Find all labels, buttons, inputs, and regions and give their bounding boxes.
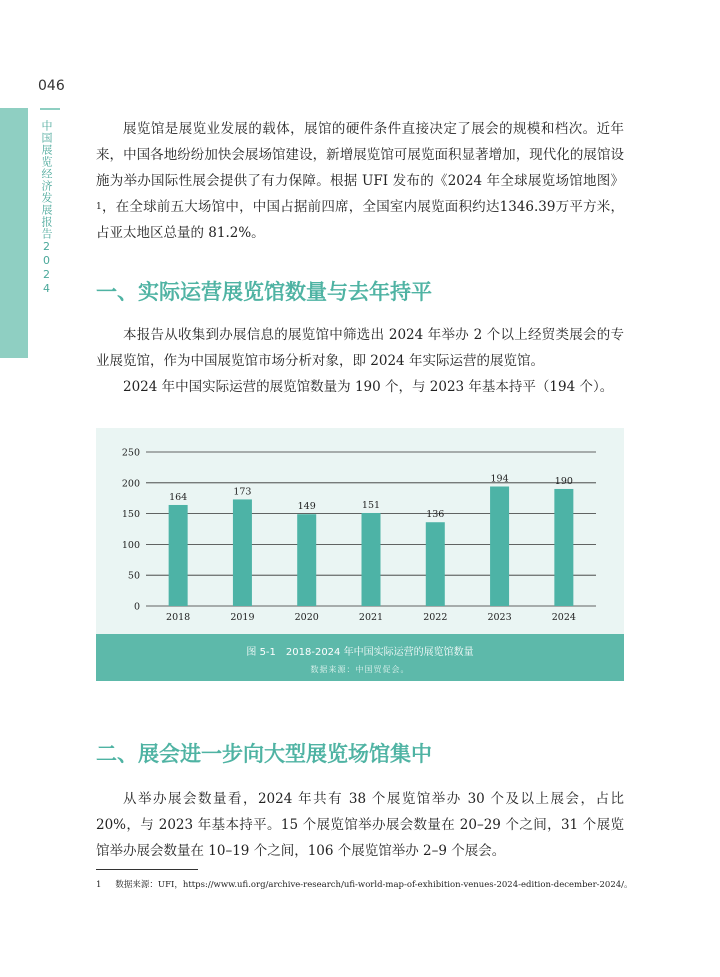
data-label: 190 xyxy=(554,475,573,487)
data-label: 149 xyxy=(297,501,316,513)
section-heading-1: 一、实际运营展览馆数量与去年持平 xyxy=(96,280,432,304)
figure-caption: 图 5-1 2018-2024 年中国实际运营的展览馆数量 xyxy=(246,647,474,658)
y-tick-label: 0 xyxy=(133,601,140,613)
bar xyxy=(233,499,252,606)
footnote-reference: 1 xyxy=(96,202,102,212)
intro-text: 展览馆是展览业发展的载体，展馆的硬件条件直接决定了展会的规模和档次。近年来，中国各地纷纷加快会展场馆建设，新增展览馆可展览面积显著增加，现代化的展馆设施为举办国际性展会提供了有力保障。根据 UFI 发布的《2024 年全球展览场馆地图》 xyxy=(96,121,624,189)
y-tick-label: 200 xyxy=(121,478,140,490)
x-tick-label: 2019 xyxy=(230,612,255,623)
y-tick-label: 150 xyxy=(121,509,140,521)
figure-caption-bar xyxy=(96,634,624,681)
bar xyxy=(362,513,381,606)
footnote-rule xyxy=(96,869,198,870)
data-label: 173 xyxy=(233,486,252,498)
bar xyxy=(426,522,445,606)
section2-paragraph-1: 从举办展会数量看，2024 年共有 38 个展览馆举办 30 个及以上展会，占比 20%，与 2023 年基本持平。15 个展览馆举办展会数量在 20–29 个之间，31 个展览馆举办展会数量在 10–19 个之间，106 个展览馆举办 2–9 个展会。 xyxy=(96,791,624,859)
section1-paragraph-1: 本报告从收集到办展信息的展览馆中筛选出 2024 年举办 2 个以上经贸类展会的专业展览馆，作为中国展览馆市场分析对象，即 2024 年实际运营的展览馆。 xyxy=(96,327,624,369)
y-tick-label: 100 xyxy=(121,539,140,551)
figure-source: 数据来源：中国贸促会。 xyxy=(310,665,410,674)
page-number: 046 xyxy=(38,78,65,94)
x-tick-label: 2024 xyxy=(551,612,576,623)
data-label: 136 xyxy=(426,509,445,521)
bar xyxy=(169,505,188,606)
section-heading-2: 二、展会进一步向大型展览场馆集中 xyxy=(96,742,432,766)
section1-paragraph-2: 2024 年中国实际运营的展览馆数量为 190 个，与 2023 年基本持平（194 个）。 xyxy=(123,379,614,395)
bar-chart xyxy=(96,428,624,634)
y-tick-label: 250 xyxy=(121,447,140,459)
data-label: 164 xyxy=(169,491,188,503)
footnote-text: 数据来源：UFI，https://www.ufi.org/archive-research/ufi-world-map-of-exhibition-venues-2024-edition-december-2024/。 xyxy=(115,880,633,890)
bar xyxy=(490,486,509,606)
y-tick-label: 50 xyxy=(127,570,140,582)
intro-paragraph xyxy=(96,116,624,246)
figure-5-1 xyxy=(96,428,624,681)
side-rule xyxy=(40,108,60,110)
running-title: 中国展览经济发展报告2024 xyxy=(40,120,53,296)
footnote xyxy=(96,878,656,890)
x-tick-label: 2022 xyxy=(423,612,448,623)
data-label: 151 xyxy=(361,499,381,511)
x-tick-label: 2021 xyxy=(358,612,384,623)
x-tick-label: 2020 xyxy=(294,612,319,623)
data-label: 194 xyxy=(490,473,509,485)
footnote-number: 1 xyxy=(96,880,102,890)
x-tick-label: 2018 xyxy=(166,612,191,623)
bar xyxy=(297,514,316,606)
bar xyxy=(554,489,573,606)
x-tick-label: 2023 xyxy=(487,612,512,623)
intro-text-rest: ，在全球前五大场馆中，中国占据前四席，全国室内展览面积约达1346.39万平方米，占亚太地区总量的 81.2%。 xyxy=(96,199,624,241)
side-color-tab xyxy=(0,108,28,358)
